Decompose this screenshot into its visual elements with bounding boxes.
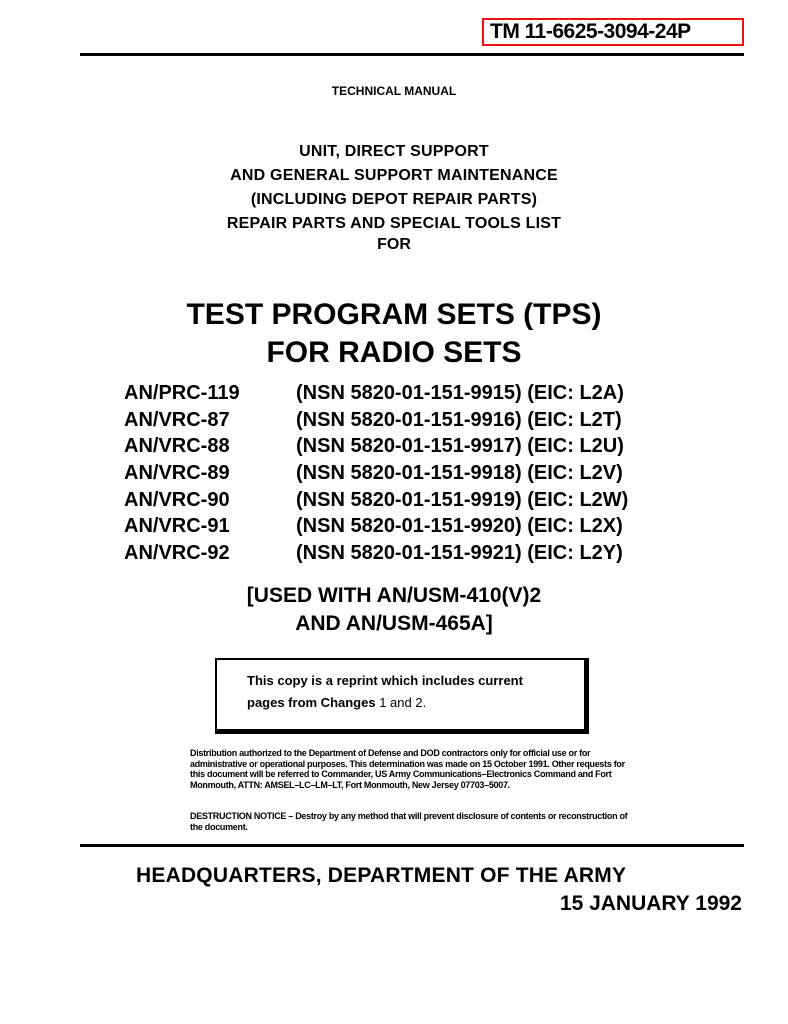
used-with-line: [USED WITH AN/USM-410(V)2 — [246, 584, 542, 607]
subtitle-line: REPAIR PARTS AND SPECIAL TOOLS LIST — [226, 215, 562, 232]
subtitle-line: (INCLUDING DEPOT REPAIR PARTS) — [250, 191, 538, 208]
publication-date: 15 JANUARY 1992 — [559, 892, 742, 915]
radio-set-row — [124, 407, 744, 434]
radio-model: AN/VRC-92 — [124, 542, 230, 565]
radio-nsn: (NSN 5820-01-151-9918) (EIC: L2V) — [296, 462, 623, 485]
reprint-notice-change-numbers: 1 and 2. — [375, 695, 427, 710]
top-rule — [80, 53, 744, 56]
radio-set-row — [124, 460, 744, 487]
radio-model: AN/VRC-91 — [124, 515, 230, 538]
subtitle-line: AND GENERAL SUPPORT MAINTENANCE — [230, 167, 558, 184]
reprint-notice-line: This copy is a reprint which includes current — [247, 673, 523, 688]
headquarters: HEADQUARTERS, DEPARTMENT OF THE ARMY — [136, 864, 627, 887]
subtitle — [0, 140, 788, 236]
radio-nsn: (NSN 5820-01-151-9920) (EIC: L2X) — [296, 515, 623, 538]
main-title — [0, 296, 788, 372]
used-with — [0, 582, 788, 638]
radio-model: AN/VRC-88 — [124, 435, 230, 458]
radio-set-row — [124, 487, 744, 514]
for-label: FOR — [377, 236, 411, 253]
reprint-notice-changes: pages from Changes — [247, 695, 376, 710]
radio-nsn: (NSN 5820-01-151-9919) (EIC: L2W) — [296, 488, 629, 511]
distribution-statement: Distribution authorized to the Department of Defense and DOD contractors only for official use or for administrative or operational purposes. This determination was made on 15 October 1991. Other requests for this document will be referred to Commander, US Army Communications–Electronics Command and Fort Monmouth, ATTN: AMSEL–LC–LM–LT, Fort Monmouth, New Jersey 07703–5007. — [190, 748, 625, 791]
reprint-notice — [247, 670, 523, 714]
radio-model: AN/VRC-90 — [124, 488, 230, 511]
manual-label: TECHNICAL MANUAL — [331, 84, 457, 98]
radio-set-row — [124, 433, 744, 460]
radio-nsn: (NSN 5820-01-151-9916) (EIC: L2T) — [296, 408, 622, 431]
tm-number: TM 11-6625-3094-24P — [482, 18, 744, 46]
radio-set-list — [124, 380, 744, 567]
radio-model: AN/VRC-87 — [124, 408, 230, 431]
radio-set-row — [124, 540, 744, 567]
radio-set-row — [124, 380, 744, 407]
bottom-rule — [80, 844, 744, 847]
radio-model: AN/PRC-119 — [124, 382, 240, 404]
radio-nsn: (NSN 5820-01-151-9917) (EIC: L2U) — [296, 435, 624, 458]
title-line: FOR RADIO SETS — [266, 336, 522, 369]
subtitle-line: UNIT, DIRECT SUPPORT — [299, 143, 489, 160]
radio-set-row — [124, 513, 744, 540]
used-with-line: AND AN/USM-465A] — [295, 612, 493, 635]
radio-model: AN/VRC-89 — [124, 462, 230, 485]
radio-nsn: (NSN 5820-01-151-9921) (EIC: L2Y) — [296, 542, 623, 565]
radio-nsn: (NSN 5820-01-151-9915) (EIC: L2A) — [296, 382, 624, 404]
destruction-notice: DESTRUCTION NOTICE – Destroy by any method that will prevent disclosure of contents or reconstruction of the document. — [190, 811, 628, 832]
title-line: TEST PROGRAM SETS (TPS) — [186, 298, 602, 331]
